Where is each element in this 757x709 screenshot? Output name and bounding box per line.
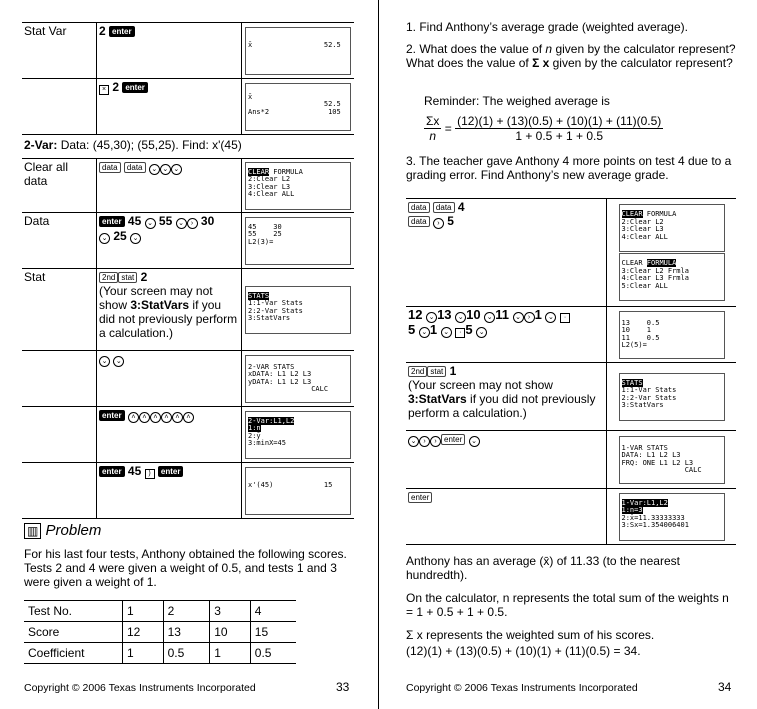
stat-var-table (22, 22, 354, 135)
footer: Copyright © 2006 Texas Instruments Incorporated (406, 682, 638, 694)
key-sequence: × 2 enter (99, 80, 148, 94)
table-row: Test No. 1 2 3 4 (24, 601, 296, 622)
page-number: 34 (718, 680, 732, 694)
calc-screen: CLEAR FORMULA 3:Clear L2 Frmla 4:Clear L3 Frmla 5:Clear ALL (619, 253, 725, 301)
footer: Copyright © 2006 Texas Instruments Incorporated (24, 682, 256, 694)
row-label: Clear all data (24, 160, 69, 188)
calc-screen: STATS 1:1-Var Stats 2:2-Var Stats 3:StatVars (619, 373, 725, 421)
answer-1: Anthony has an average (x̄) of 11.33 (to the nearest hundredth). (406, 554, 680, 582)
weighted-average-formula: $\frac{\Sigma x}{n}$ = $\frac{(12)(1) + (13)(0.5) + (10)(1) + (11)(0.5)}{1 + 0.5 + 1 + 0.5}$ (426, 114, 662, 143)
question-2: 2. What does the value of n given by the calculator represent? What does the value of Σ x given by the calculator represent? (406, 42, 736, 70)
scores-table (24, 600, 296, 664)
question-3: 3. The teacher gave Anthony 4 more points on test 4 due to a grading error. Find Anthony’s new average grade. (406, 154, 732, 182)
page-divider (378, 0, 379, 709)
calc-screen: 1-Var:L1,L2 1:n=3 2:x̄=11.33333333 3:Sx=1.354006401 (619, 493, 725, 541)
calc-screen: 13 0.5 10 1 11 0.5 L2(5)= (619, 311, 725, 359)
answer-3: Σ x represents the weighted sum of his scores. (406, 628, 655, 642)
left-page (0, 0, 378, 709)
answer-2: On the calculator, n represents the total sum of the weights n = 1 + 0.5 + 1 + 0.5. (406, 591, 729, 619)
weighted-steps-table: data data 4 data › 5 CLEAR FORMULA 2:Clear L2 3:Clear L3 4:Clear ALL CLEAR FORMULA 3:Clear L2 Frmla 4:Clear L3 Frmla 5:Clear ALL 12 ⌄ 13 ⌄ 10 ⌄ 11 ⌄ › 1 ⌄ · 5 ⌄ 1 ⌄ · 5 ⌄ 13 0.5 10 1 11 0.5 L2(5)= 2nd stat 1 (Your screen may not show 3:StatVars if you did not previously perform a calculation.) STATS 1:1-Var Stats 2:2-Var Stats 3:StatVars ⌄ › › enter ⌄ 1-VAR STATS DATA: L1 L2 L3 FRQ: ONE L1 L2 L3 CALC enter 1-Var:L1,L2 1:n=3 2:x̄=11.33333333 3:Sx=1.354006401 (406, 198, 736, 545)
reminder: Reminder: The weighed average is (424, 94, 610, 108)
calc-screen: CLEAR FORMULA 2:Clear L2 3:Clear L3 4:Clear ALL (619, 204, 725, 252)
table-row: Coefficient 1 0.5 1 0.5 (24, 643, 296, 664)
calc-screen: x̄ 52.5 (245, 27, 351, 75)
calc-screen: 2-VAR STATS xDATA: L1 L2 L3 yDATA: L1 L2 L3 CALC (245, 355, 351, 403)
calc-screen: x'(45) 15 (245, 467, 351, 515)
problem-text: For his last four tests, Anthony obtained the following scores. Tests 2 and 4 were given a weight of 0.5, and tests 1 and 3 were given a weight of 1. (24, 547, 347, 589)
two-var-table: Clear all data data data ⌄ ⌄ ⌄ CLEAR FORMULA 2:Clear L2 3:Clear L3 4:Clear ALL Data enter 45 ⌄ 55 ⌄ › 30 ⌄ 25 ⌄ 45 30 55 25 L2(3)= Stat 2nd stat 2 (Your screen may not show 3:StatVars if you did not previously perform a calculation.) STATS 1:1-Var Stats 2:2-Var Stats 3:StatVars ⌄ ⌄ 2-VAR STATS xDATA: L1 L2 L3 yDATA: L1 L2 L3 CALC enter ˄ ˄ ˄ ˄ ˄ ˄ 2-Var:L1,L2 1:n 2:ȳ 3:minX=45 enter 45 ) enter x'(45) 15 (22, 158, 354, 519)
calc-screen: CLEAR FORMULA 2:Clear L2 3:Clear L3 4:Clear ALL (245, 162, 351, 210)
right-page (382, 0, 757, 709)
answer-4: (12)(1) + (13)(0.5) + (10)(1) + (11)(0.5) = 34. (406, 644, 641, 658)
problem-title: ▥ Problem (24, 524, 101, 538)
row-label: Data (24, 214, 50, 228)
row-label: Stat (24, 270, 46, 284)
calc-screen: 1-VAR STATS DATA: L1 L2 L3 FRQ: ONE L1 L2 L3 CALC (619, 436, 725, 484)
page-number: 33 (336, 680, 350, 694)
key-sequence: 2 enter (99, 24, 135, 38)
calc-screen: 2-Var:L1,L2 1:n 2:ȳ 3:minX=45 (245, 411, 351, 459)
two-var-heading: 2-Var: Data: (45,30); (55,25). Find: x'(45) (24, 138, 242, 152)
calc-screen: x̄ 52.5 Ans*2 105 (245, 83, 351, 131)
question-1: 1. Find Anthony’s average grade (weighted average). (406, 20, 688, 34)
calc-screen: STATS 1:1-Var Stats 2:2-Var Stats 3:StatVars (245, 286, 351, 334)
calc-screen: 45 30 55 25 L2(3)= (245, 217, 351, 265)
table-row: Score 12 13 10 15 (24, 622, 296, 643)
row-label: Stat Var (24, 24, 67, 38)
